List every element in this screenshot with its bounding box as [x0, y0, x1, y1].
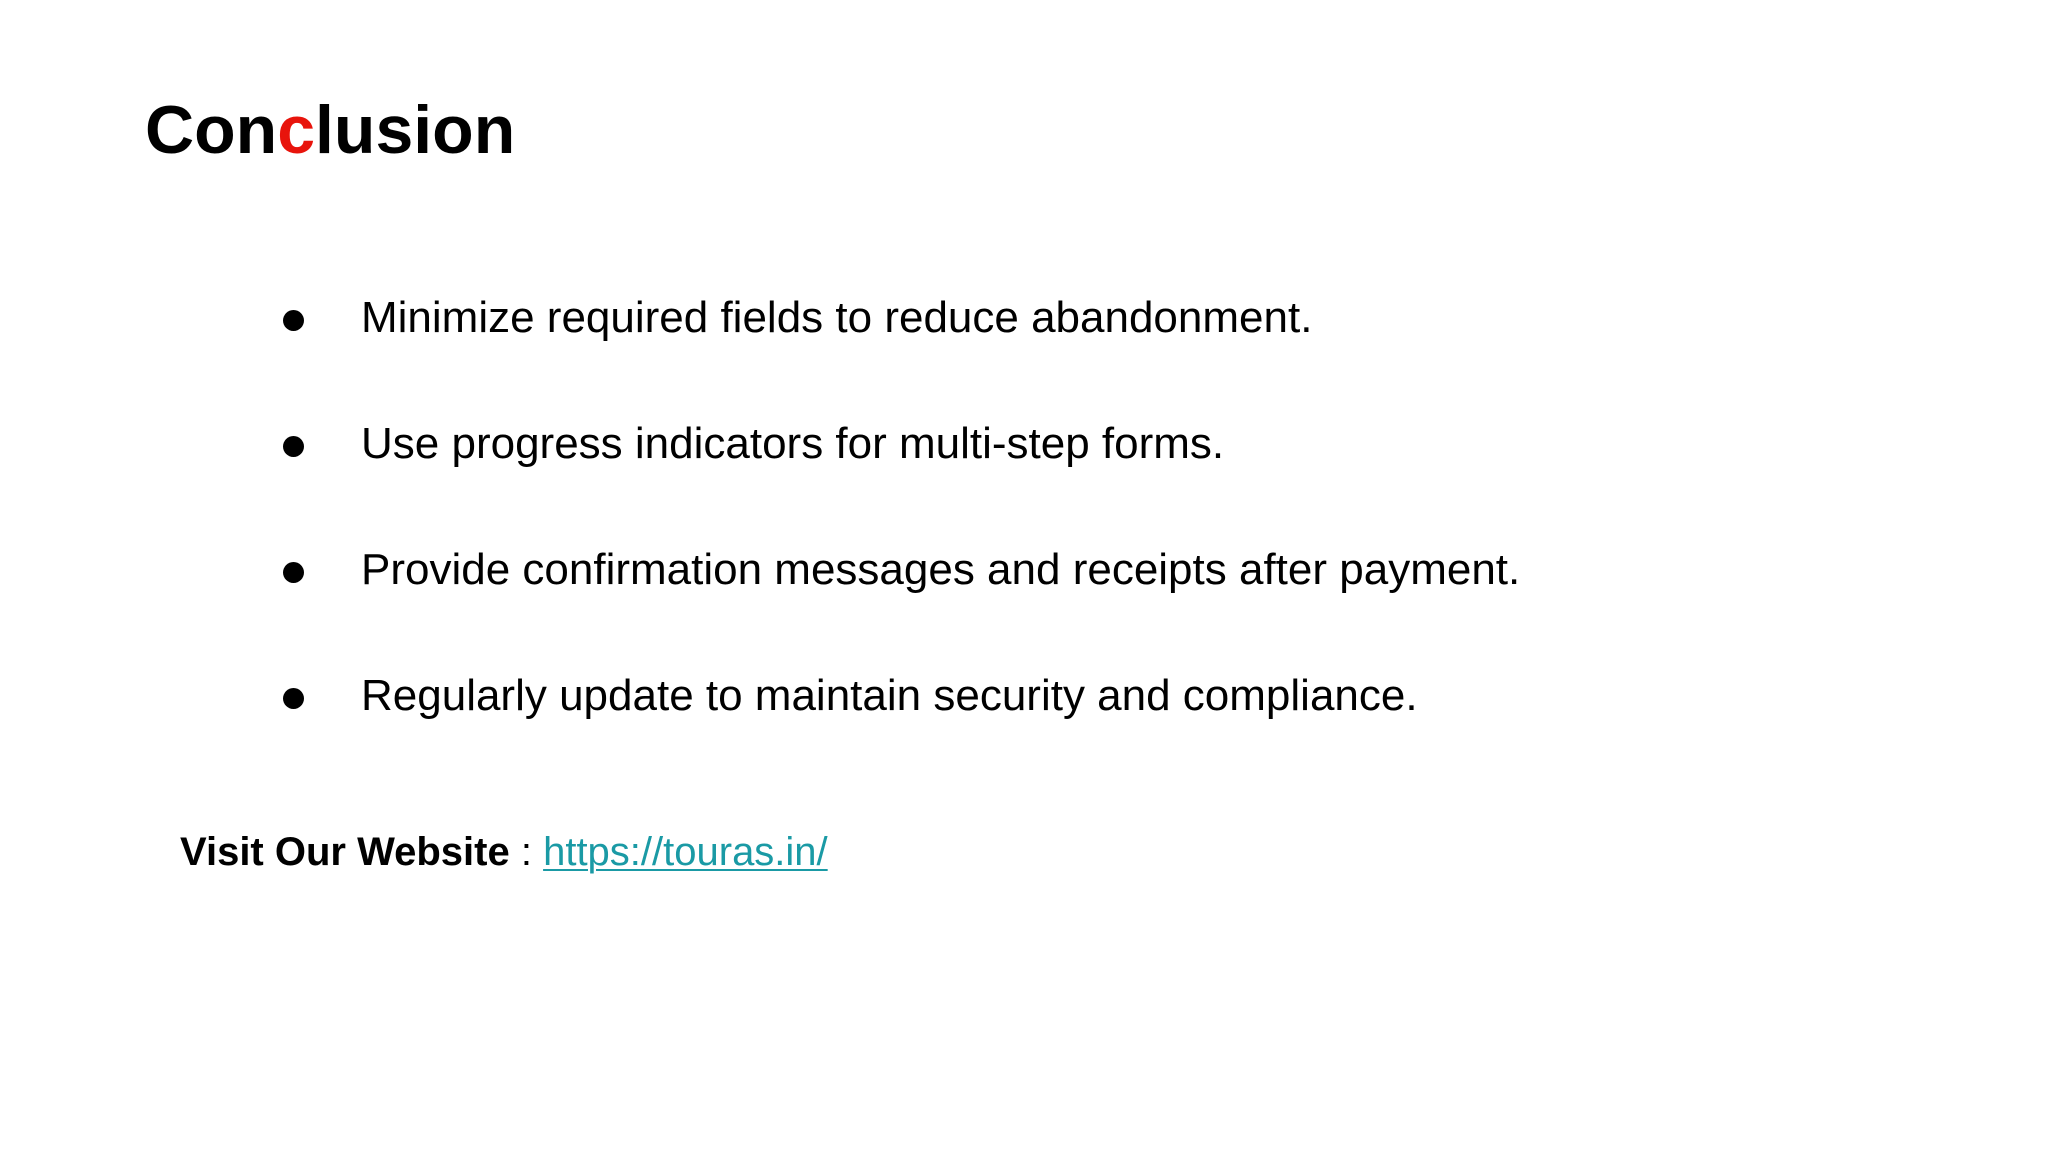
bullet-text: Provide confirmation messages and receipts after payment.	[361, 545, 1521, 594]
website-line	[180, 826, 828, 878]
bullet-text: Use progress indicators for multi-step forms.	[361, 419, 1225, 468]
list-item	[0, 666, 1800, 726]
slide-title	[145, 92, 516, 168]
title-accent-letter: c	[277, 92, 316, 168]
website-link[interactable]: https://touras.in/	[543, 830, 828, 874]
title-start: Con	[145, 92, 278, 168]
bullet-text: Regularly update to maintain security and compliance.	[361, 671, 1418, 720]
bullet-dot-icon	[283, 310, 304, 331]
bullet-dot-icon	[283, 436, 304, 457]
website-label: Visit Our Website	[180, 830, 510, 874]
website-separator: :	[509, 830, 544, 874]
list-item	[0, 414, 1800, 474]
list-item	[0, 288, 1800, 348]
title-end: lusion	[315, 92, 516, 168]
bullet-dot-icon	[283, 562, 304, 583]
list-item	[0, 540, 1800, 600]
bullet-text: Minimize required fields to reduce abandonment.	[361, 293, 1313, 342]
bullet-dot-icon	[283, 688, 304, 709]
